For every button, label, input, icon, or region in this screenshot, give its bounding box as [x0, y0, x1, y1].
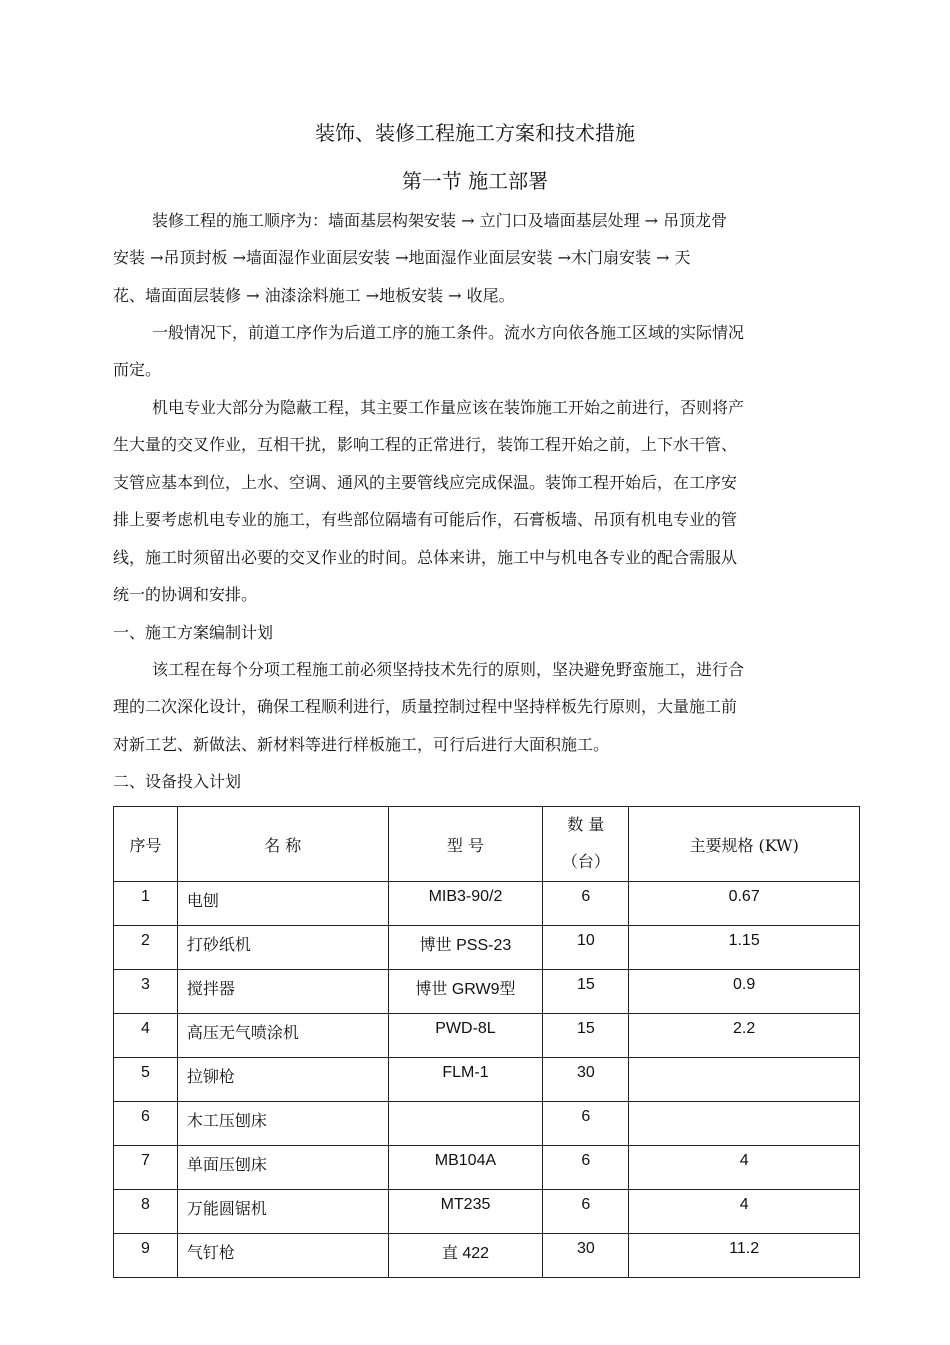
- cell-index: 4: [114, 1014, 178, 1058]
- cell-quantity: 6: [543, 1146, 629, 1190]
- cell-name: 单面压刨床: [177, 1146, 388, 1190]
- paragraph-line: 该工程在每个分项工程施工前必须坚持技术先行的原则，坚决避免野蛮施工，进行合: [152, 660, 745, 679]
- paragraph-line: 对新工艺、新做法、新材料等进行样板施工，可行后进行大面积施工。: [113, 735, 610, 754]
- header-quantity: [543, 807, 629, 882]
- cell-index: 6: [114, 1102, 178, 1146]
- cell-index: 1: [114, 882, 178, 926]
- header-spec: 主要规格 (KW): [629, 807, 860, 882]
- cell-index: 5: [114, 1058, 178, 1102]
- cell-model: 直 422: [388, 1234, 543, 1278]
- cell-spec: 0.9: [629, 970, 860, 1014]
- cell-name: 高压无气喷涂机: [177, 1014, 388, 1058]
- table-row: [114, 970, 860, 1014]
- cell-index: 8: [114, 1190, 178, 1234]
- table-row: [114, 1190, 860, 1234]
- paragraph-line: 生大量的交叉作业，互相干扰，影响工程的正常进行，装饰工程开始之前，上下水干管、: [113, 435, 738, 454]
- cell-quantity: 15: [543, 970, 629, 1014]
- cell-spec: 1.15: [629, 926, 860, 970]
- cell-name: 打砂纸机: [177, 926, 388, 970]
- header-index: 序号: [114, 807, 178, 882]
- cell-quantity: 30: [543, 1234, 629, 1278]
- paragraph-line: 装修工程的施工顺序为：墙面基层构架安装 → 立门口及墙面基层处理 → 吊顶龙骨: [152, 211, 728, 230]
- table-row: [114, 926, 860, 970]
- cell-index: 9: [114, 1234, 178, 1278]
- heading-plan: 一、施工方案编制计划: [113, 623, 274, 642]
- table-header-row: [114, 807, 860, 882]
- table-row: [114, 1234, 860, 1278]
- cell-index: 3: [114, 970, 178, 1014]
- cell-quantity: 10: [543, 926, 629, 970]
- cell-model: 博世 PSS-23: [388, 926, 543, 970]
- paragraph-line: 花、墙面面层装修 → 油漆涂料施工 →地板安装 → 收尾。: [113, 286, 515, 305]
- cell-model: MIB3-90/2: [388, 882, 543, 926]
- paragraph-line: 一般情况下，前道工序作为后道工序的施工条件。流水方向依各施工区域的实际情况: [152, 323, 745, 342]
- paragraph-line: 统一的协调和安排。: [113, 585, 258, 604]
- cell-spec: [629, 1058, 860, 1102]
- cell-spec: 2.2: [629, 1014, 860, 1058]
- table-row: [114, 1102, 860, 1146]
- cell-name: 万能圆锯机: [177, 1190, 388, 1234]
- cell-quantity: 15: [543, 1014, 629, 1058]
- cell-name: 气钉枪: [177, 1234, 388, 1278]
- paragraph-line: 机电专业大部分为隐蔽工程，其主要工作量应该在装饰施工开始之前进行，否则将产: [152, 398, 745, 417]
- section-title: 第一节 施工部署: [401, 169, 549, 193]
- table-row: [114, 1058, 860, 1102]
- header-name: 名 称: [177, 807, 388, 882]
- heading-equipment: 二、设备投入计划: [113, 772, 242, 791]
- cell-quantity: 6: [543, 1190, 629, 1234]
- cell-name: 搅拌器: [177, 970, 388, 1014]
- header-quantity-unit: （台）: [561, 852, 610, 871]
- cell-spec: 0.67: [629, 882, 860, 926]
- cell-name: 拉铆枪: [177, 1058, 388, 1102]
- paragraph-line: 而定。: [113, 360, 162, 379]
- cell-quantity: 30: [543, 1058, 629, 1102]
- cell-spec: 4: [629, 1146, 860, 1190]
- cell-spec: [629, 1102, 860, 1146]
- header-quantity-label: 数 量: [567, 815, 605, 834]
- cell-model: MB104A: [388, 1146, 543, 1190]
- cell-quantity: 6: [543, 882, 629, 926]
- cell-spec: 4: [629, 1190, 860, 1234]
- paragraph-line: 排上要考虑机电专业的施工，有些部位隔墙有可能后作，石膏板墙、吊顶有机电专业的管: [113, 510, 738, 529]
- paragraph-line: 支管应基本到位，上水、空调、通风的主要管线应完成保温。装饰工程开始后，在工序安: [113, 473, 738, 492]
- table-row: [114, 882, 860, 926]
- equipment-table: [113, 806, 860, 1278]
- cell-model: 博世 GRW9型: [388, 970, 543, 1014]
- cell-model: [388, 1102, 543, 1146]
- document-title: 装饰、装修工程施工方案和技术措施: [315, 121, 635, 145]
- cell-model: MT235: [388, 1190, 543, 1234]
- cell-model: FLM-1: [388, 1058, 543, 1102]
- cell-index: 7: [114, 1146, 178, 1190]
- cell-quantity: 6: [543, 1102, 629, 1146]
- paragraph-line: 线，施工时须留出必要的交叉作业的时间。总体来讲，施工中与机电各专业的配合需服从: [113, 548, 738, 567]
- table-row: [114, 1014, 860, 1058]
- cell-index: 2: [114, 926, 178, 970]
- table-row: [114, 1146, 860, 1190]
- header-model: 型 号: [388, 807, 543, 882]
- cell-spec: 11.2: [629, 1234, 860, 1278]
- paragraph-line: 安装 →吊顶封板 →墙面湿作业面层安装 →地面湿作业面层安装 →木门扇安装 → 天: [113, 248, 691, 267]
- cell-name: 电刨: [177, 882, 388, 926]
- cell-model: PWD-8L: [388, 1014, 543, 1058]
- paragraph-line: 理的二次深化设计，确保工程顺利进行，质量控制过程中坚持样板先行原则，大量施工前: [113, 697, 738, 716]
- cell-name: 木工压刨床: [177, 1102, 388, 1146]
